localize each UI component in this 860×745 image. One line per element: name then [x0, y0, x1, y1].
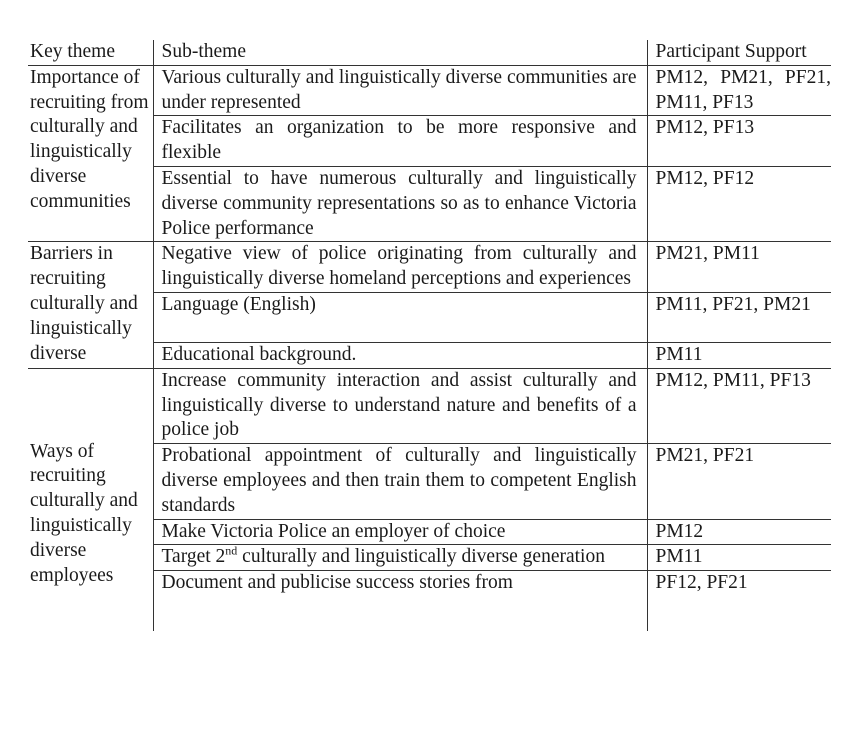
support-cell: PM11, PF21, PM21 — [647, 292, 831, 342]
sub-theme-cell: Language (English) — [153, 292, 647, 342]
key-theme-ways: Ways of recruiting culturally and linguistically diverse employees — [30, 440, 138, 586]
sub-theme-cell: Probational appointment of culturally and linguistically diverse employees and then train them to competent English standards — [153, 444, 647, 519]
header-key-theme: Key theme — [28, 40, 153, 65]
header-sub-theme: Sub-theme — [153, 40, 647, 65]
sub-theme-cell: Increase community interaction and assist culturally and linguistically diverse to understand nature and benefits of a police job — [153, 368, 647, 443]
key-theme-barriers: Barriers in recruiting culturally and linguistically diverse — [28, 242, 153, 368]
sub-theme-cell: Facilitates an organization to be more responsive and flexible — [153, 116, 647, 167]
themes-table — [28, 40, 831, 631]
support-cell: PM21, PF21 — [647, 444, 831, 519]
support-cell: PM12, PF13 — [647, 116, 831, 167]
support-cell: PM11 — [647, 342, 831, 368]
sub-theme-cell: Document and publicise success stories from — [153, 571, 647, 632]
support-cell: PM12, PM21, PF21, PM11, PF13 — [647, 65, 831, 116]
support-cell: PM12, PF12 — [647, 166, 831, 241]
support-cell: PM21, PM11 — [647, 242, 831, 293]
support-cell: PM12 — [647, 519, 831, 545]
support-cell: PM12, PM11, PF13 — [647, 368, 831, 443]
sub-theme-cell: Various culturally and linguistically diverse communities are under represented — [153, 65, 647, 116]
support-cell: PM11 — [647, 545, 831, 571]
page-bottom-margin — [0, 665, 860, 745]
support-cell: PF12, PF21 — [647, 571, 831, 632]
sub-theme-cell — [153, 545, 647, 571]
key-theme-importance: Importance of recruiting from culturally and linguistically diverse communities — [28, 65, 153, 242]
sub-theme-cell: Negative view of police originating from culturally and linguistically diverse homeland perceptions and experiences — [153, 242, 647, 293]
sub-theme-prefix: Target 2 — [161, 546, 226, 568]
sub-theme-cell: Essential to have numerous culturally and linguistically diverse community representations so as to enhance Victoria Police performance — [153, 166, 647, 241]
ordinal-superscript: nd — [225, 543, 238, 558]
table-header-row — [28, 40, 831, 65]
table-row — [28, 368, 831, 443]
sub-theme-rest: culturally and linguistically diverse generation — [237, 546, 605, 568]
sub-theme-cell: Make Victoria Police an employer of choice — [153, 519, 647, 545]
sub-theme-cell: Educational background. — [153, 342, 647, 368]
header-participant-support: Participant Support — [647, 40, 831, 65]
table-row — [28, 65, 831, 116]
table-row — [28, 242, 831, 293]
